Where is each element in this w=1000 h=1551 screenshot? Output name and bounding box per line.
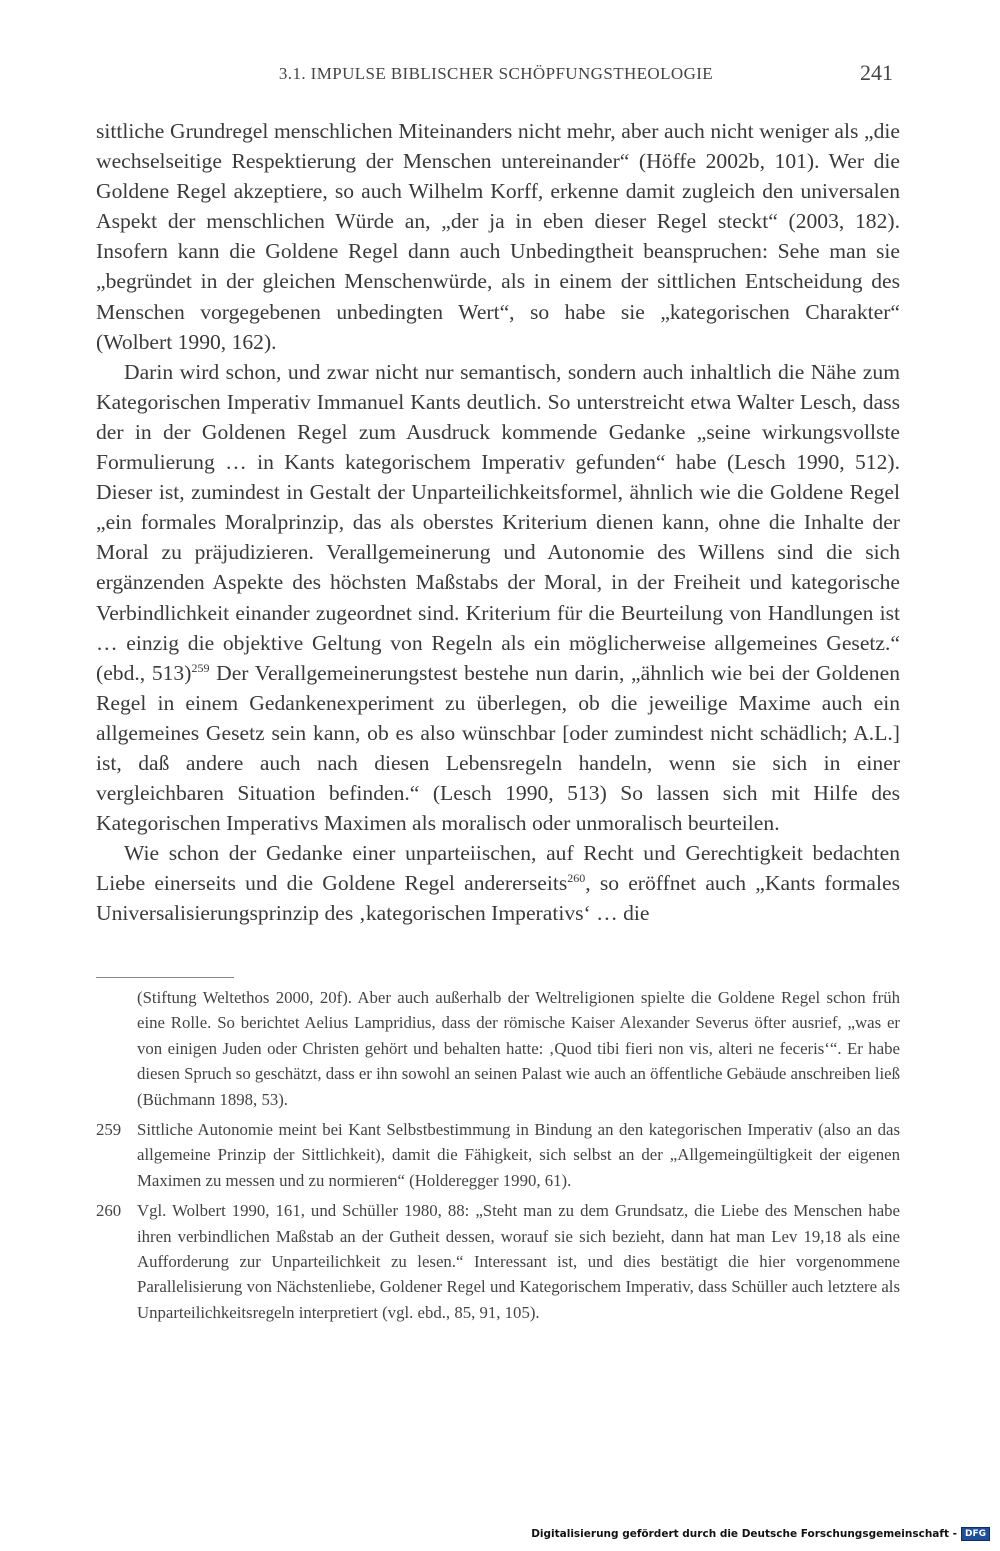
- paragraph-text: Wie schon der Gedanke einer unparteiischen, auf Recht und Gerechtigkeit bedachten Liebe einerseits und die Goldene Regel andererseits: [96, 841, 900, 896]
- footnote-text: Vgl. Wolbert 1990, 161, und Schüller 1980, 88: „Steht man zu dem Grundsatz, die Liebe des Menschen habe ihren verbindlichen Maßstab an der Gutheit dessen, worauf sie sich bezieht, dann hat man Lev 19,18 als eine Aufforderung zur Unparteilichkeit zu lesen.“ Interessant ist, und dies bestätigt die hier vorgenommene Parallelisierung von Nächstenliebe, Goldener Regel und Kategorischem Imperativ, dass Schüller auch letztere als Unparteilichkeitsregeln interpretiert (vgl. ebd., 85, 91, 105).: [137, 1201, 900, 1322]
- paragraph: [96, 116, 900, 357]
- page-header: [96, 60, 896, 94]
- paragraph-text: , so eröffnet auch „Kants formales Universalisierungsprinzip des ‚kategorischen Imperativs‘ … die: [96, 871, 900, 926]
- footnote-continuation: [96, 985, 900, 1112]
- running-title: 3.1. IMPULSE BIBLISCHER SCHÖPFUNGSTHEOLOGIE: [278, 64, 714, 83]
- footnote-text: (Stiftung Weltethos 2000, 20f). Aber auch außerhalb der Weltreligionen spielte die Goldene Regel schon früh eine Rolle. So berichtet Aelius Lampridius, dass der römische Kaiser Alexander Severus öfter ausrief, „was er von einigen Juden oder Christen gehört und behalten hatte: ‚Quod tibi fieri non vis, alteri ne feceris‘“. Er habe diesen Spruch so geschätzt, dass er ihn sowohl an seinen Palast wie auch an öffentliche Gebäude anschreiben ließ (Büchmann 1898, 53).: [137, 988, 900, 1109]
- page-number: 241: [860, 60, 893, 85]
- footnote-text: Sittliche Autonomie meint bei Kant Selbstbestimmung in Bindung an den kategorischen Imperativ (also an das allgemeine Prinzip der Sittlichkeit), damit die Fähigkeit, sich selbst an der „Allgemeingültigkeit der eigenen Maximen zu messen und zu normieren“ (Holderegger 1990, 61).: [137, 1120, 900, 1190]
- footnotes: [96, 985, 900, 1325]
- footnote-divider: [96, 977, 234, 978]
- footnote-marker: 260: [567, 871, 586, 886]
- paragraph-text: Darin wird schon, und zwar nicht nur semantisch, sondern auch inhaltlich die Nähe zum Kategorischen Imperativ Immanuel Kants deutlich. So unterstreicht etwa Walter Lesch, dass der in der Goldenen Regel zum Ausdruck kommende Gedanke „seine wirkungsvollste Formulierung … in Kants kategorischem Imperativ gefunden“ habe (Lesch 1990, 512). Dieser ist, zumindest in Gestalt der Unparteilichkeitsformel, ähnlich wie die Goldene Regel „ein formales Moralprinzip, das als oberstes Kriterium dienen kann, ohne die Inhalte der Moral zu präjudizieren. Verallgemeinerung und Autonomie des Willens sind die sich ergänzenden Aspekte des höchsten Maßstabs der Moral, in der Freiheit und kategorische Verbindlichkeit einander zugeordnet sind. Kriterium für die Beurteilung von Handlungen ist … einzig die objektive Geltung von Regeln als ein möglicherweise allgemeines Gesetz.“ (ebd., 513): [96, 359, 900, 685]
- footnote-number: 259: [96, 1120, 122, 1140]
- credit-text: Digitalisierung gefördert durch die Deutsche Forschungsgemeinschaft -: [531, 1528, 957, 1540]
- main-text: [96, 116, 900, 929]
- footnote-marker: 259: [191, 660, 210, 675]
- paragraph-text: sittliche Grundregel menschlichen Miteinanders nicht mehr, aber auch nicht weniger als „die wechselseitige Respektierung der Menschen untereinander“ (Höffe 2002b, 101). Wer die Goldene Regel akzeptiere, so auch Wilhelm Korff, erkenne damit zugleich den universalen Aspekt der menschlichen Würde an, „der ja in eben dieser Regel steckt“ (2003, 182). Insofern kann die Goldene Regel dann auch Unbedingtheit beanspruchen: Sehe man sie „begründet in der gleichen Menschenwürde, als in einem der sittlichen Entscheidung des Menschen vorgegebenen unbedingten Wert“, so habe sie „kategorischen Charakter“ (Wolbert 1990, 162).: [96, 119, 900, 354]
- paragraph: [96, 357, 900, 839]
- paragraph-text: Der Verallgemeinerungstest bestehe nun darin, „ähnlich wie bei der Goldenen Regel in einem Gedankenexperiment zu überlegen, ob die jeweilige Maxime auch ein allgemeines Gesetz sein kann, ob es also wünschbar [oder zumindest nicht schädlich; A.L.] ist, daß andere auch nach diesen Lebensregeln handeln, wenn sie sich in einer vergleichbaren Situation befinden.“ (Lesch 1990, 513) So lassen sich mit Hilfe des Kategorischen Imperativs Maximen als moralisch oder unmoralisch beurteilen.: [96, 660, 900, 836]
- footnote-260: [96, 1198, 900, 1325]
- digitization-credit: [531, 1527, 990, 1541]
- dfg-logo: DFG: [961, 1527, 990, 1541]
- footnote-259: [96, 1117, 900, 1193]
- paragraph: [96, 838, 900, 928]
- footnote-number: 260: [96, 1201, 122, 1221]
